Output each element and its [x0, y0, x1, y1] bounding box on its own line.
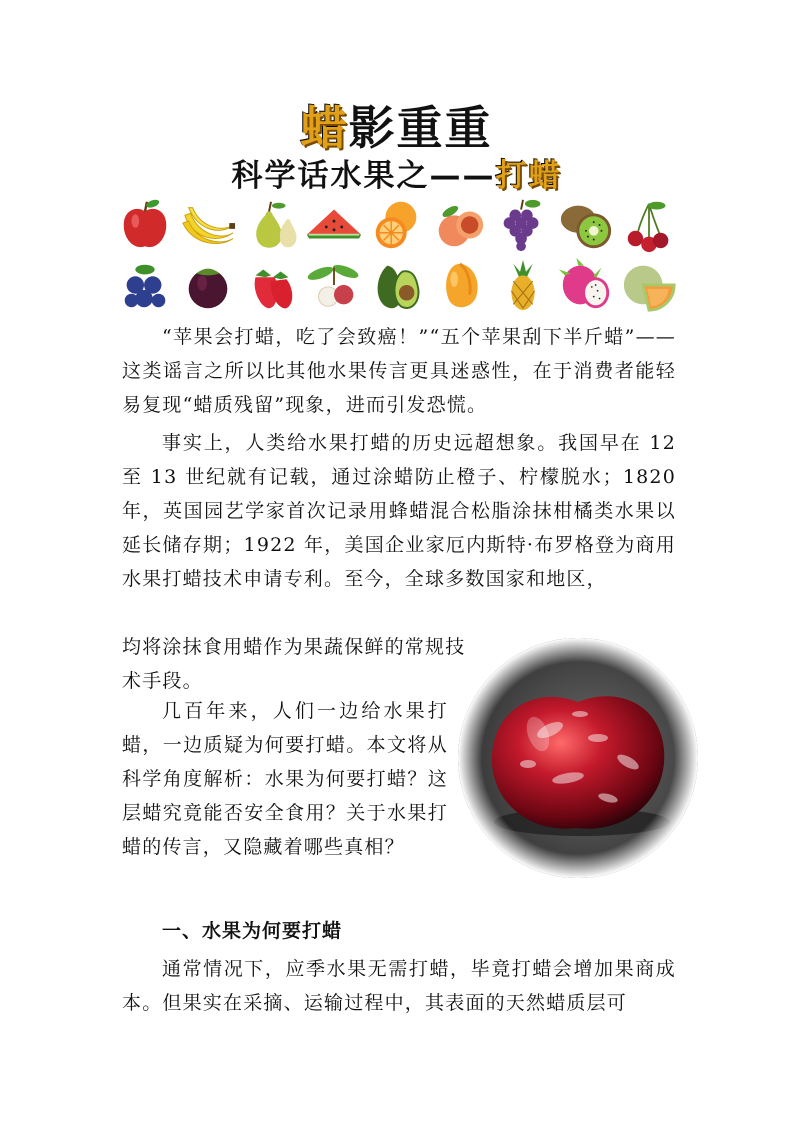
paragraph-intro: “苹果会打蜡，吃了会致癌！”“五个苹果刮下半斤蜡”——这类谣言之所以比其他水果传言更具迷惑性，在于消费者能轻易复现“蜡质残留”现象，进而引发恐慌。: [122, 326, 676, 416]
subtitle-highlight: 打蜡: [495, 158, 562, 194]
cherry-icon: [620, 196, 678, 254]
kiwi-icon: [557, 196, 615, 254]
strawberry-icon: [242, 256, 300, 314]
blueberry-icon: [116, 256, 174, 314]
subtitle-dash: ——: [429, 158, 496, 194]
page-title: [0, 92, 793, 158]
peach-icon: [431, 196, 489, 254]
orange-icon: [368, 196, 426, 254]
paragraph-history-tail-a: 均将涂抹食用蜡作为果蔬保鲜的常规技: [122, 636, 466, 658]
section-heading-1: 一、水果为何要打蜡: [162, 920, 343, 942]
apple-icon: [116, 196, 174, 254]
mangosteen-icon: [179, 256, 237, 314]
page-subtitle: [0, 150, 793, 195]
title-rest: 影重重: [348, 101, 493, 155]
fruit-row-2: [116, 256, 678, 314]
avocado-icon: [368, 256, 426, 314]
apple-photo-drawing: [458, 638, 698, 878]
paragraph-history: 事实上，人类给水果打蜡的历史远超想象。我国早在 12 至 13 世纪就有记载，通过涂蜡防止橙子、柠檬脱水；1820 年，英国园艺学家首次记录用蜂蜡混合松脂涂抹柑橘类水果以延长储存期；1922 年，美国企业家厄内斯特·布罗格登为商用水果打蜡技术申请专利。至今，全球多数国家和地区，: [122, 432, 676, 590]
banana-icon: [179, 196, 237, 254]
paragraph-history-tail-b: 术手段。: [122, 670, 203, 692]
waxed-apple-photo: [458, 638, 698, 878]
cantaloupe-icon: [620, 256, 678, 314]
subtitle-main: 科学话水果之: [231, 158, 430, 194]
title-highlight: 蜡: [300, 101, 349, 155]
grapes-icon: [494, 196, 552, 254]
paragraph-questions: 几百年来，人们一边给水果打蜡，一边质疑为何要打蜡。本文将从科学角度解析：水果为何要打蜡？这层蜡究竟能否安全食用？关于水果打蜡的传言，又隐藏着哪些真相？: [122, 700, 448, 858]
lychee-icon: [305, 256, 363, 314]
pear-icon: [242, 196, 300, 254]
dragonfruit-icon: [557, 256, 615, 314]
paragraph-why-wax: 通常情况下，应季水果无需打蜡，毕竟打蜡会增加果商成本。但果实在采摘、运输过程中，其表面的天然蜡质层可: [122, 958, 676, 1014]
fruit-row-1: [116, 196, 678, 254]
mango-icon: [431, 256, 489, 314]
watermelon-icon: [305, 196, 363, 254]
pineapple-icon: [494, 256, 552, 314]
